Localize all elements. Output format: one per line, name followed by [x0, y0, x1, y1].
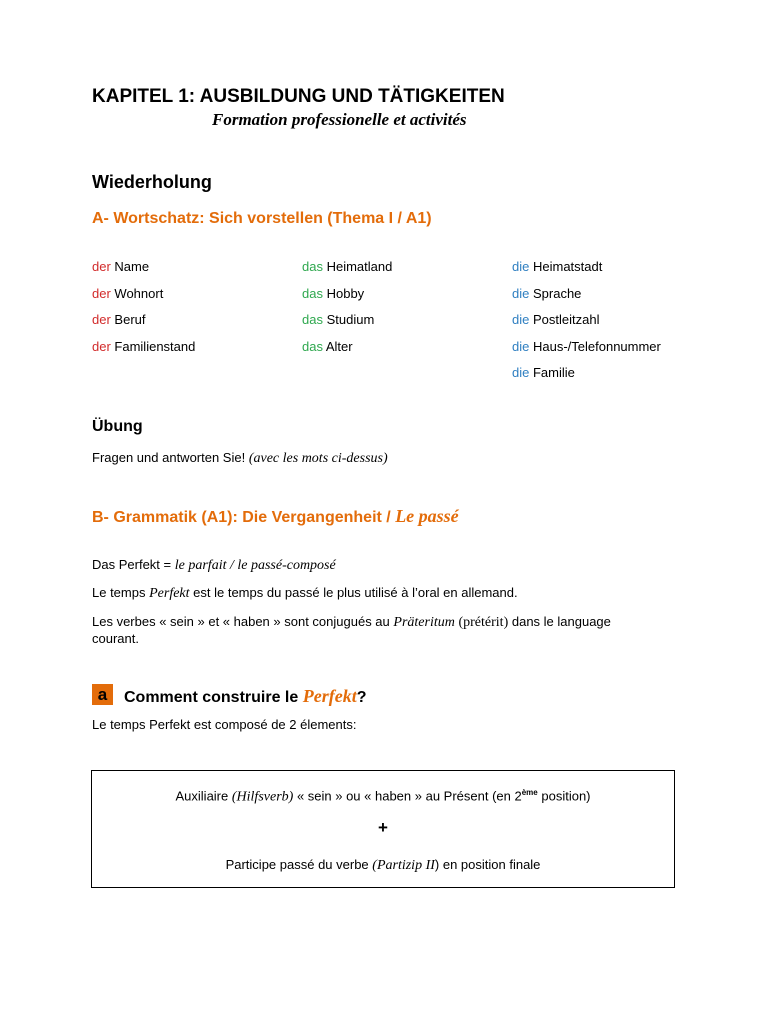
vocab-item: die Haus-/Telefonnummer — [512, 338, 661, 354]
perfekt-usage: Le temps Perfekt est le temps du passé le plus utilisé à l’oral en allemand. — [92, 585, 518, 601]
exercise-heading: Übung — [92, 418, 143, 435]
vocab-item: die Sprache — [512, 285, 582, 301]
formula-auxiliary-line: Auxiliaire (Hilfsverb) « sein » ou « haben » au Présent (en 2ème position) — [175, 788, 591, 805]
vocab-column-die — [512, 259, 661, 392]
vocab-column-das — [302, 259, 392, 365]
vocab-item: das Heimatland — [302, 259, 393, 274]
vocab-item: der Familienstand — [92, 338, 196, 354]
review-heading: Wiederholung — [92, 172, 212, 192]
vocab-item: die Heimatstadt — [512, 259, 603, 274]
section-b-heading: B- Grammatik (A1): Die Vergangenheit / Le passé — [92, 506, 459, 526]
vocab-item: das Alter — [302, 338, 353, 354]
perfekt-formula-box — [91, 770, 675, 888]
section-a-heading: A- Wortschatz: Sich vorstellen (Thema I / A1) — [92, 210, 432, 227]
exercise-instruction: Fragen und antworten Sie! (avec les mots ci-dessus) — [92, 450, 388, 466]
page-title: KAPITEL 1: AUSBILDUNG UND TÄTIGKEITEN — [92, 86, 505, 107]
vocab-item: die Postleitzahl — [512, 312, 600, 327]
page-subtitle: Formation professionelle et activités — [212, 110, 467, 129]
vocab-column-der — [92, 259, 195, 365]
vocab-item: die Familie — [512, 365, 575, 380]
vocab-item: der Wohnort — [92, 285, 164, 301]
prateritum-note: Les verbes « sein » et « haben » sont conjugués au Präteritum (prétérit) dans le language courant. — [92, 614, 611, 646]
formula-participle-line: Participe passé du verbe (Partizip II) en position finale — [225, 857, 541, 873]
vocab-item: das Hobby — [302, 285, 365, 301]
vocab-item: der Name — [92, 259, 150, 274]
vocab-item: das Studium — [302, 312, 375, 327]
howto-intro: Le temps Perfekt est composé de 2 élements: — [92, 717, 357, 732]
perfekt-definition: Das Perfekt = le parfait / le passé-composé — [92, 557, 336, 573]
section-badge: a — [92, 684, 113, 705]
formula-plus: + — [378, 818, 388, 837]
vocab-item: der Beruf — [92, 312, 146, 327]
howto-heading: Comment construire le Perfekt? — [124, 686, 367, 706]
